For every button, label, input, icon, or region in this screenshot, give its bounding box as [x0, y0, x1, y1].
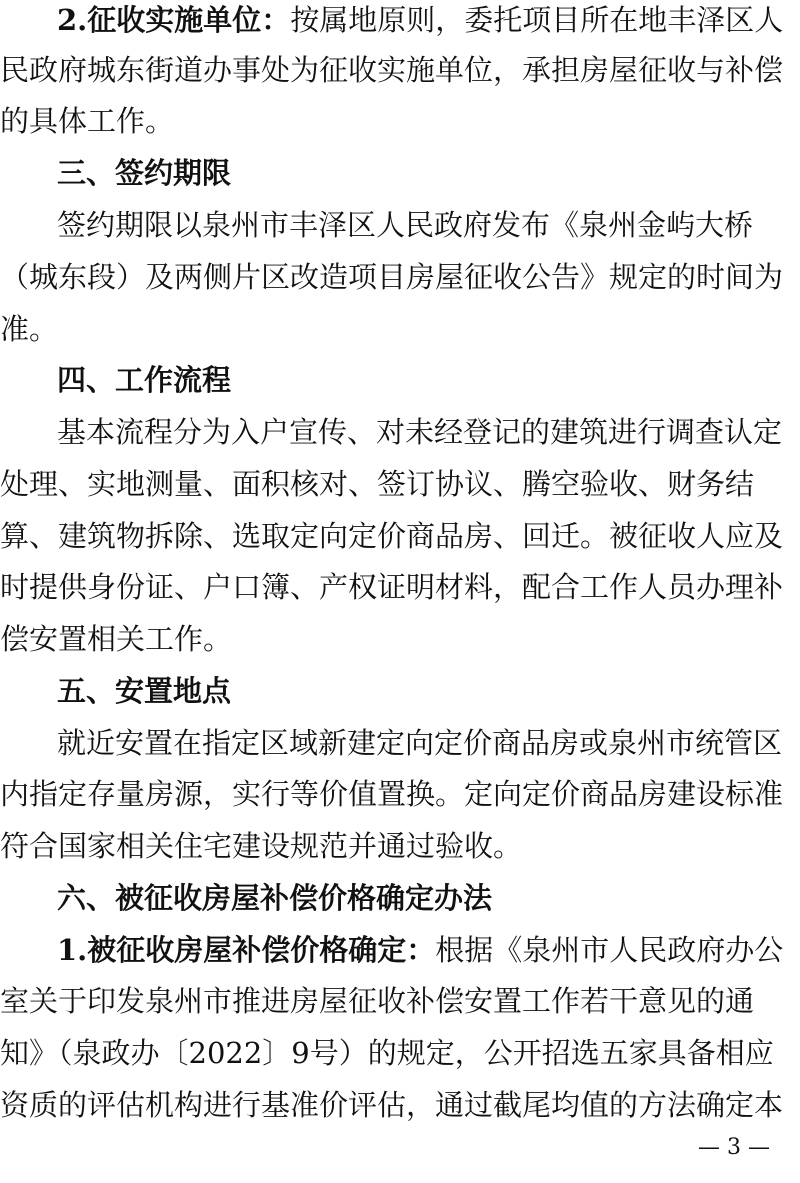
paragraph-line-21: 知》（泉政办〔2022〕9号）的规定，公开招选五家具备相应	[0, 1036, 774, 1070]
paragraph-line-15: 就近安置在指定区域新建定向定价商品房或泉州市统管区	[57, 726, 783, 760]
paragraph-line-17: 符合国家相关住宅建设规范并通过验收。	[0, 829, 523, 863]
paragraph-line-22: 资质的评估机构进行基准价评估，通过截尾均值的方法确定本	[0, 1088, 784, 1122]
paragraph-line-10: 处理、实地测量、面积核对、签订协议、腾空验收、财务结	[0, 467, 755, 501]
paragraph-line-9: 基本流程分为入户宣传、对未经登记的建筑进行调查认定	[57, 415, 783, 449]
paragraph-line-3: 的具体工作。	[0, 104, 175, 138]
paragraph-line-13: 偿安置相关工作。	[0, 622, 233, 656]
paragraph-line-19	[57, 930, 800, 970]
line-text: 根据《泉州市人民政府办公	[435, 933, 784, 967]
section-heading-5: 五、安置地点	[57, 674, 232, 708]
page-number: — 3 —	[698, 1135, 770, 1160]
paragraph-line-20: 室关于印发泉州市推进房屋征收补偿安置工作若干意见的通	[0, 984, 755, 1018]
paragraph-line-1	[57, 0, 800, 40]
paragraph-line-5: 签约期限以泉州市丰泽区人民政府发布《泉州金屿大桥	[57, 208, 754, 242]
section-heading-3: 三、签约期限	[57, 156, 232, 190]
paragraph-line-16: 内指定存量房源，实行等价值置换。定向定价商品房建设标准	[0, 777, 784, 811]
paragraph-line-11: 算、建筑物拆除、选取定向定价商品房、回迁。被征收人应及	[0, 519, 784, 553]
section-heading-4: 四、工作流程	[57, 363, 232, 397]
paragraph-line-12: 时提供身份证、户口簿、产权证明材料，配合工作人员办理补	[0, 570, 784, 604]
bold-label: 2.征收实施单位：	[57, 3, 291, 37]
section-heading-6: 六、被征收房屋补偿价格确定办法	[57, 881, 493, 915]
paragraph-line-6: （城东段）及两侧片区改造项目房屋征收公告》规定的时间为	[0, 260, 784, 294]
paragraph-line-7: 准。	[0, 312, 59, 346]
line-text: 按属地原则，委托项目所在地丰泽区人	[290, 3, 784, 37]
bold-label: 1.被征收房屋补偿价格确定：	[57, 933, 436, 967]
paragraph-line-2: 民政府城东街道办事处为征收实施单位，承担房屋征收与补偿	[0, 53, 784, 87]
